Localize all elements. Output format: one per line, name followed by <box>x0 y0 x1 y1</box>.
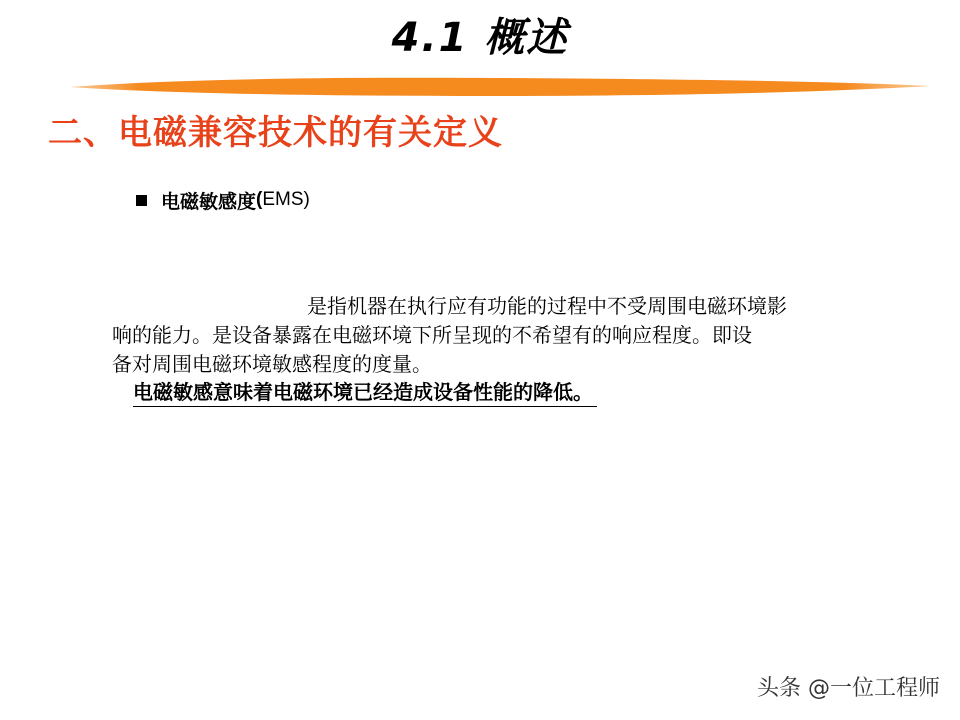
definition-paragraph <box>112 292 884 379</box>
definition-line: 是指机器在执行应有功能的过程中不受周围电磁环境影 <box>307 294 787 318</box>
source-watermark: 头条 @一位工程师 <box>757 676 940 701</box>
bullet-term: 电磁敏感度 <box>161 190 257 213</box>
bullet-abbreviation <box>256 189 310 211</box>
bullet-paren: ( <box>256 189 263 210</box>
slide-title: 4.1 概述 <box>391 15 569 61</box>
definition-line: 备对周围电磁环境敏感程度的度量。 <box>112 352 432 376</box>
section-heading: 二、电磁兼容技术的有关定义 <box>48 113 503 153</box>
definition-line: 响的能力。是设备暴露在电磁环境下所呈现的不希望有的响应程度。即设 <box>112 323 752 347</box>
bullet-abbr-text: EMS) <box>262 189 310 210</box>
orange-swoosh-line <box>70 76 930 98</box>
square-bullet-icon <box>136 195 147 206</box>
bullet-item-ems <box>136 185 310 215</box>
conclusion-statement: 电磁敏感意味着电磁环境已经造成设备性能的降低。 <box>133 378 597 407</box>
